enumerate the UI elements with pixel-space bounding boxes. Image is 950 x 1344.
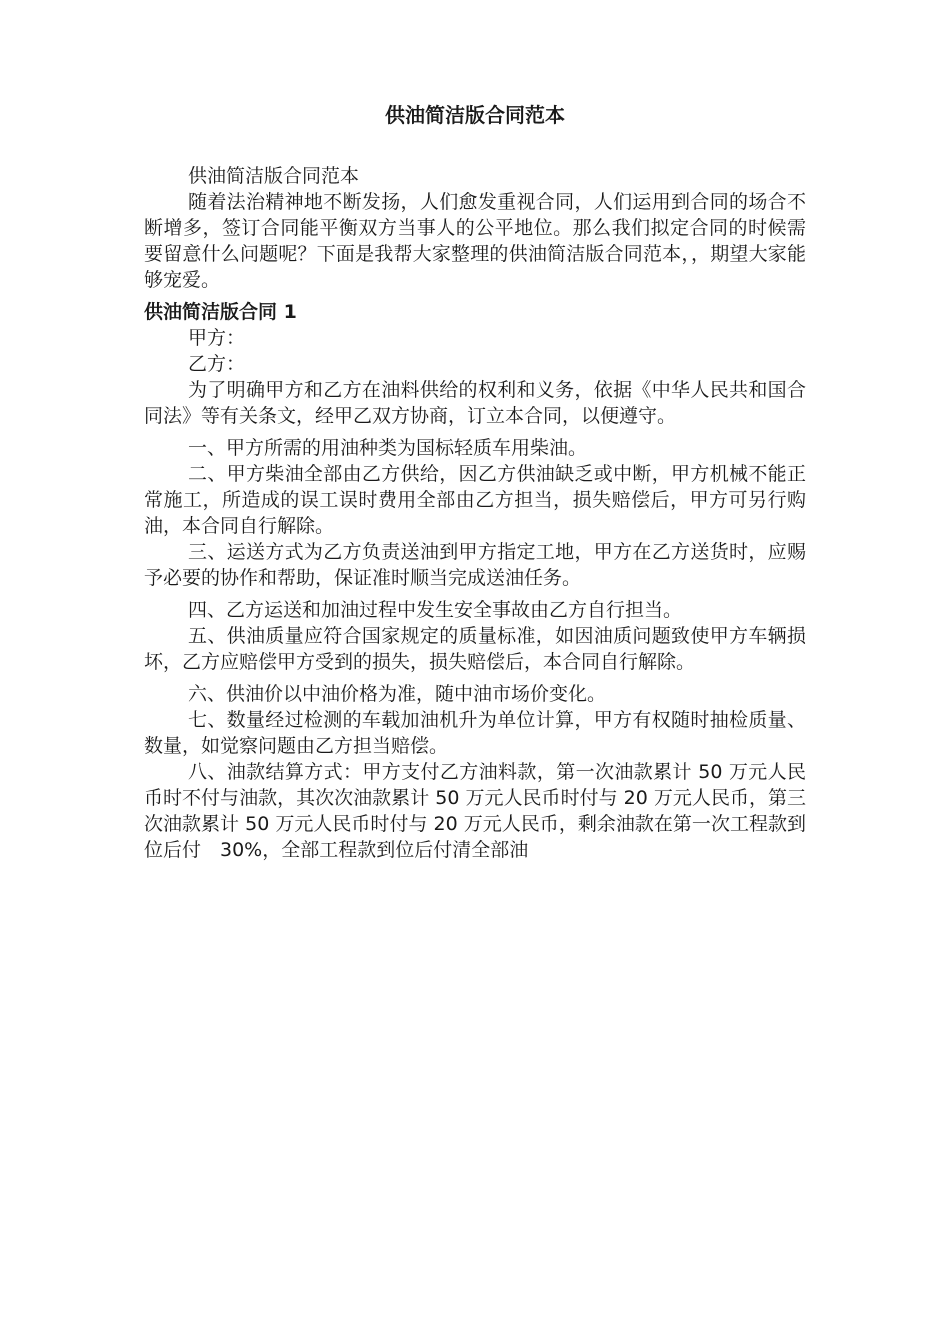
clause-4: 四、乙方运送和加油过程中发生安全事故由乙方自行担当。 [188,599,683,621]
document-body [144,163,806,863]
clause-2: 二、甲方柴油全部由乙方供给，因乙方供油缺乏或中断，甲方机械不能正常施工，所造成的误工误时费用全部由乙方担当，损失赔偿后，甲方可另行购油，本合同自行解除。 [144,463,806,537]
clause-8: 八、油款结算方式：甲方支付乙方油料款，第一次油款累计 50 万元人民币时不付与油款，其次次油款累计 50 万元人民币时付与 20 万元人民币，第三次油款累计 50 万元人民币时付与 20 万元人民币，剩余油款在第一次工程款到位后付 30%，全部工程款到位后付清全部油 [144,761,806,861]
clause-6: 六、供油价以中油价格为准，随中油市场价变化。 [188,683,607,705]
party-a-line: 甲方： [188,327,246,349]
clause-5: 五、供油质量应符合国家规定的质量标准，如因油质问题致使甲方车辆损坏，乙方应赔偿甲方受到的损失，损失赔偿后，本合同自行解除。 [144,625,806,673]
clause-3: 三、运送方式为乙方负责送油到甲方指定工地，甲方在乙方送货时，应赐予必要的协作和帮助，保证准时顺当完成送油任务。 [144,541,806,589]
party-b-line: 乙方： [188,353,246,375]
section-heading: 供油简洁版合同 1 [144,301,297,323]
document-title: 供油简洁版合同范本 [385,103,565,127]
preamble-paragraph: 为了明确甲方和乙方在油料供给的权利和义务，依据《中华人民共和国合同法》等有关条文，经甲乙双方协商，订立本合同，以便遵守。 [144,379,806,427]
clause-7: 七、数量经过检测的车载加油机升为单位计算，甲方有权随时抽检质量、数量，如觉察问题由乙方担当赔偿。 [144,709,806,757]
clause-1: 一、甲方所需的用油种类为国标轻质车用柴油。 [188,437,588,459]
intro-paragraph: 随着法治精神地不断发扬，人们愈发重视合同，人们运用到合同的场合不断增多，签订合同能平衡双方当事人的公平地位。那么我们拟定合同的时候需要留意什么问题呢？下面是我帮大家整理的供油简洁版合同范本，，期望大家能够宠爱。 [144,191,806,291]
subtitle-paragraph: 供油简洁版合同范本 [188,165,360,187]
